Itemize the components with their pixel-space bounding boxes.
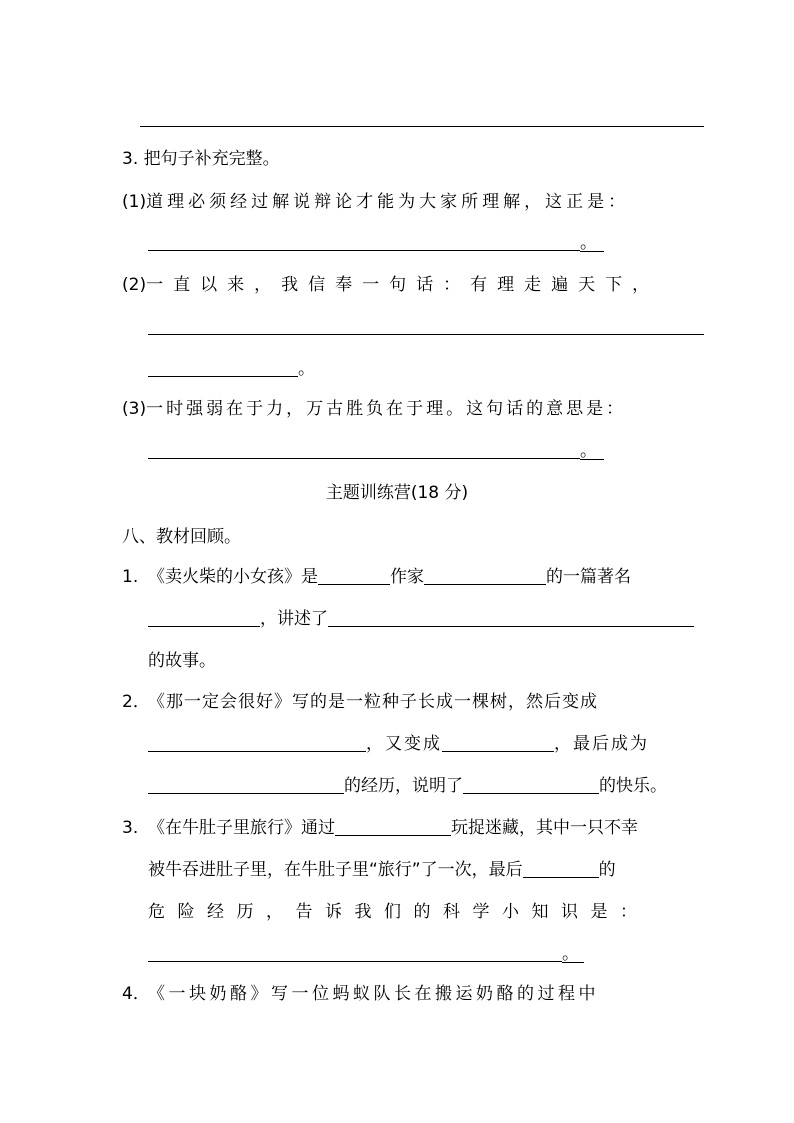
- answer-line: [580, 459, 604, 460]
- sentence-3-text: 一时强弱在于力，万古胜负在于理。这句话的意思是：: [146, 399, 627, 419]
- item-1-text: 作家: [390, 567, 424, 587]
- sentence-3-number: (3): [122, 399, 147, 419]
- answer-blank[interactable]: [148, 608, 260, 627]
- item-4-text: 《一块奶酪》写一位蚂蚁队长在搬运奶酪的过程中: [148, 984, 599, 1004]
- item-1-text: 的一篇著名: [546, 567, 631, 587]
- item-3-text: 的: [598, 860, 616, 880]
- item-4-line-1: [122, 983, 599, 1005]
- section-title: 主题训练营(18 分): [325, 483, 469, 503]
- item-2-text: 《那一定会很好》写的是一粒种子长成一棵树，然后变成: [148, 692, 598, 712]
- period: 。: [580, 441, 597, 461]
- item-2-line-3: [148, 775, 667, 797]
- item-1-text: ，讲述了: [260, 609, 328, 629]
- item-1-line-1: [122, 566, 631, 588]
- sentence-2: [122, 274, 659, 296]
- item-3-number: 3.: [122, 818, 139, 838]
- answer-blank[interactable]: [148, 943, 562, 962]
- item-2-text: ，又变成: [366, 734, 442, 754]
- answer-line[interactable]: [148, 334, 704, 335]
- item-2-text: ，最后成为: [554, 734, 649, 754]
- answer-blank[interactable]: [523, 859, 599, 878]
- answer-blank[interactable]: [424, 566, 546, 585]
- item-2-text: 的经历，说明了: [344, 776, 463, 796]
- item-3-line-2: [148, 859, 616, 881]
- item-1-line-2: [148, 608, 694, 630]
- answer-blank[interactable]: [148, 232, 580, 251]
- item-2-text: 的快乐。: [599, 776, 667, 796]
- item-3-text: 被牛吞进肚子里，在牛肚子里“旅行”了一次，最后: [148, 860, 523, 880]
- sentence-2-number: (2): [122, 275, 147, 295]
- period: 。: [298, 359, 315, 379]
- answer-blank[interactable]: [335, 817, 451, 836]
- sentence-3: [122, 398, 626, 420]
- period: 。: [580, 233, 597, 253]
- answer-line: [140, 126, 704, 127]
- answer-blank[interactable]: [463, 775, 599, 794]
- answer-blank[interactable]: [148, 733, 366, 752]
- item-3-text: 《在牛肚子里旅行》通过: [148, 818, 335, 838]
- part-8-heading: 八、教材回顾。: [122, 527, 241, 547]
- item-2-line-1: [122, 691, 598, 713]
- answer-blank[interactable]: [318, 566, 390, 585]
- item-3-text: 玩捉迷藏，其中一只不幸: [451, 818, 638, 838]
- answer-blank[interactable]: [148, 358, 298, 377]
- answer-blank[interactable]: [442, 733, 554, 752]
- sentence-3-answer[interactable]: [148, 440, 597, 462]
- answer-line: [580, 251, 604, 252]
- item-2-number: 2．: [122, 692, 150, 712]
- sentence-2-text: 一直以来，我信奉一句话：有理走遍天下，: [146, 275, 660, 295]
- item-1-number: 1.: [122, 567, 139, 587]
- period: 。: [562, 944, 579, 964]
- item-1-text: 《卖火柴的小女孩》是: [148, 567, 318, 587]
- sentence-1-text: 道理必须经过解说辩论才能为大家所理解，这正是：: [146, 192, 630, 212]
- sentence-1-number: (1): [122, 192, 147, 212]
- question-3-heading: 3. 把句子补充完整。: [122, 149, 280, 169]
- item-4-number: 4．: [122, 984, 150, 1004]
- sentence-1-answer[interactable]: [148, 232, 597, 254]
- item-3-line-4: [148, 943, 579, 965]
- item-3-line-3: 危险经历，告诉我们的科学小知识是：: [148, 902, 650, 922]
- sentence-1: [122, 191, 629, 213]
- answer-blank[interactable]: [328, 608, 694, 627]
- item-2-line-2: [148, 733, 649, 755]
- answer-blank[interactable]: [148, 775, 344, 794]
- sentence-2-answer[interactable]: [148, 358, 315, 380]
- item-1-line-3: 的故事。: [148, 651, 216, 671]
- answer-line: [562, 962, 584, 963]
- item-3-line-1: [122, 817, 638, 839]
- answer-blank[interactable]: [148, 440, 580, 459]
